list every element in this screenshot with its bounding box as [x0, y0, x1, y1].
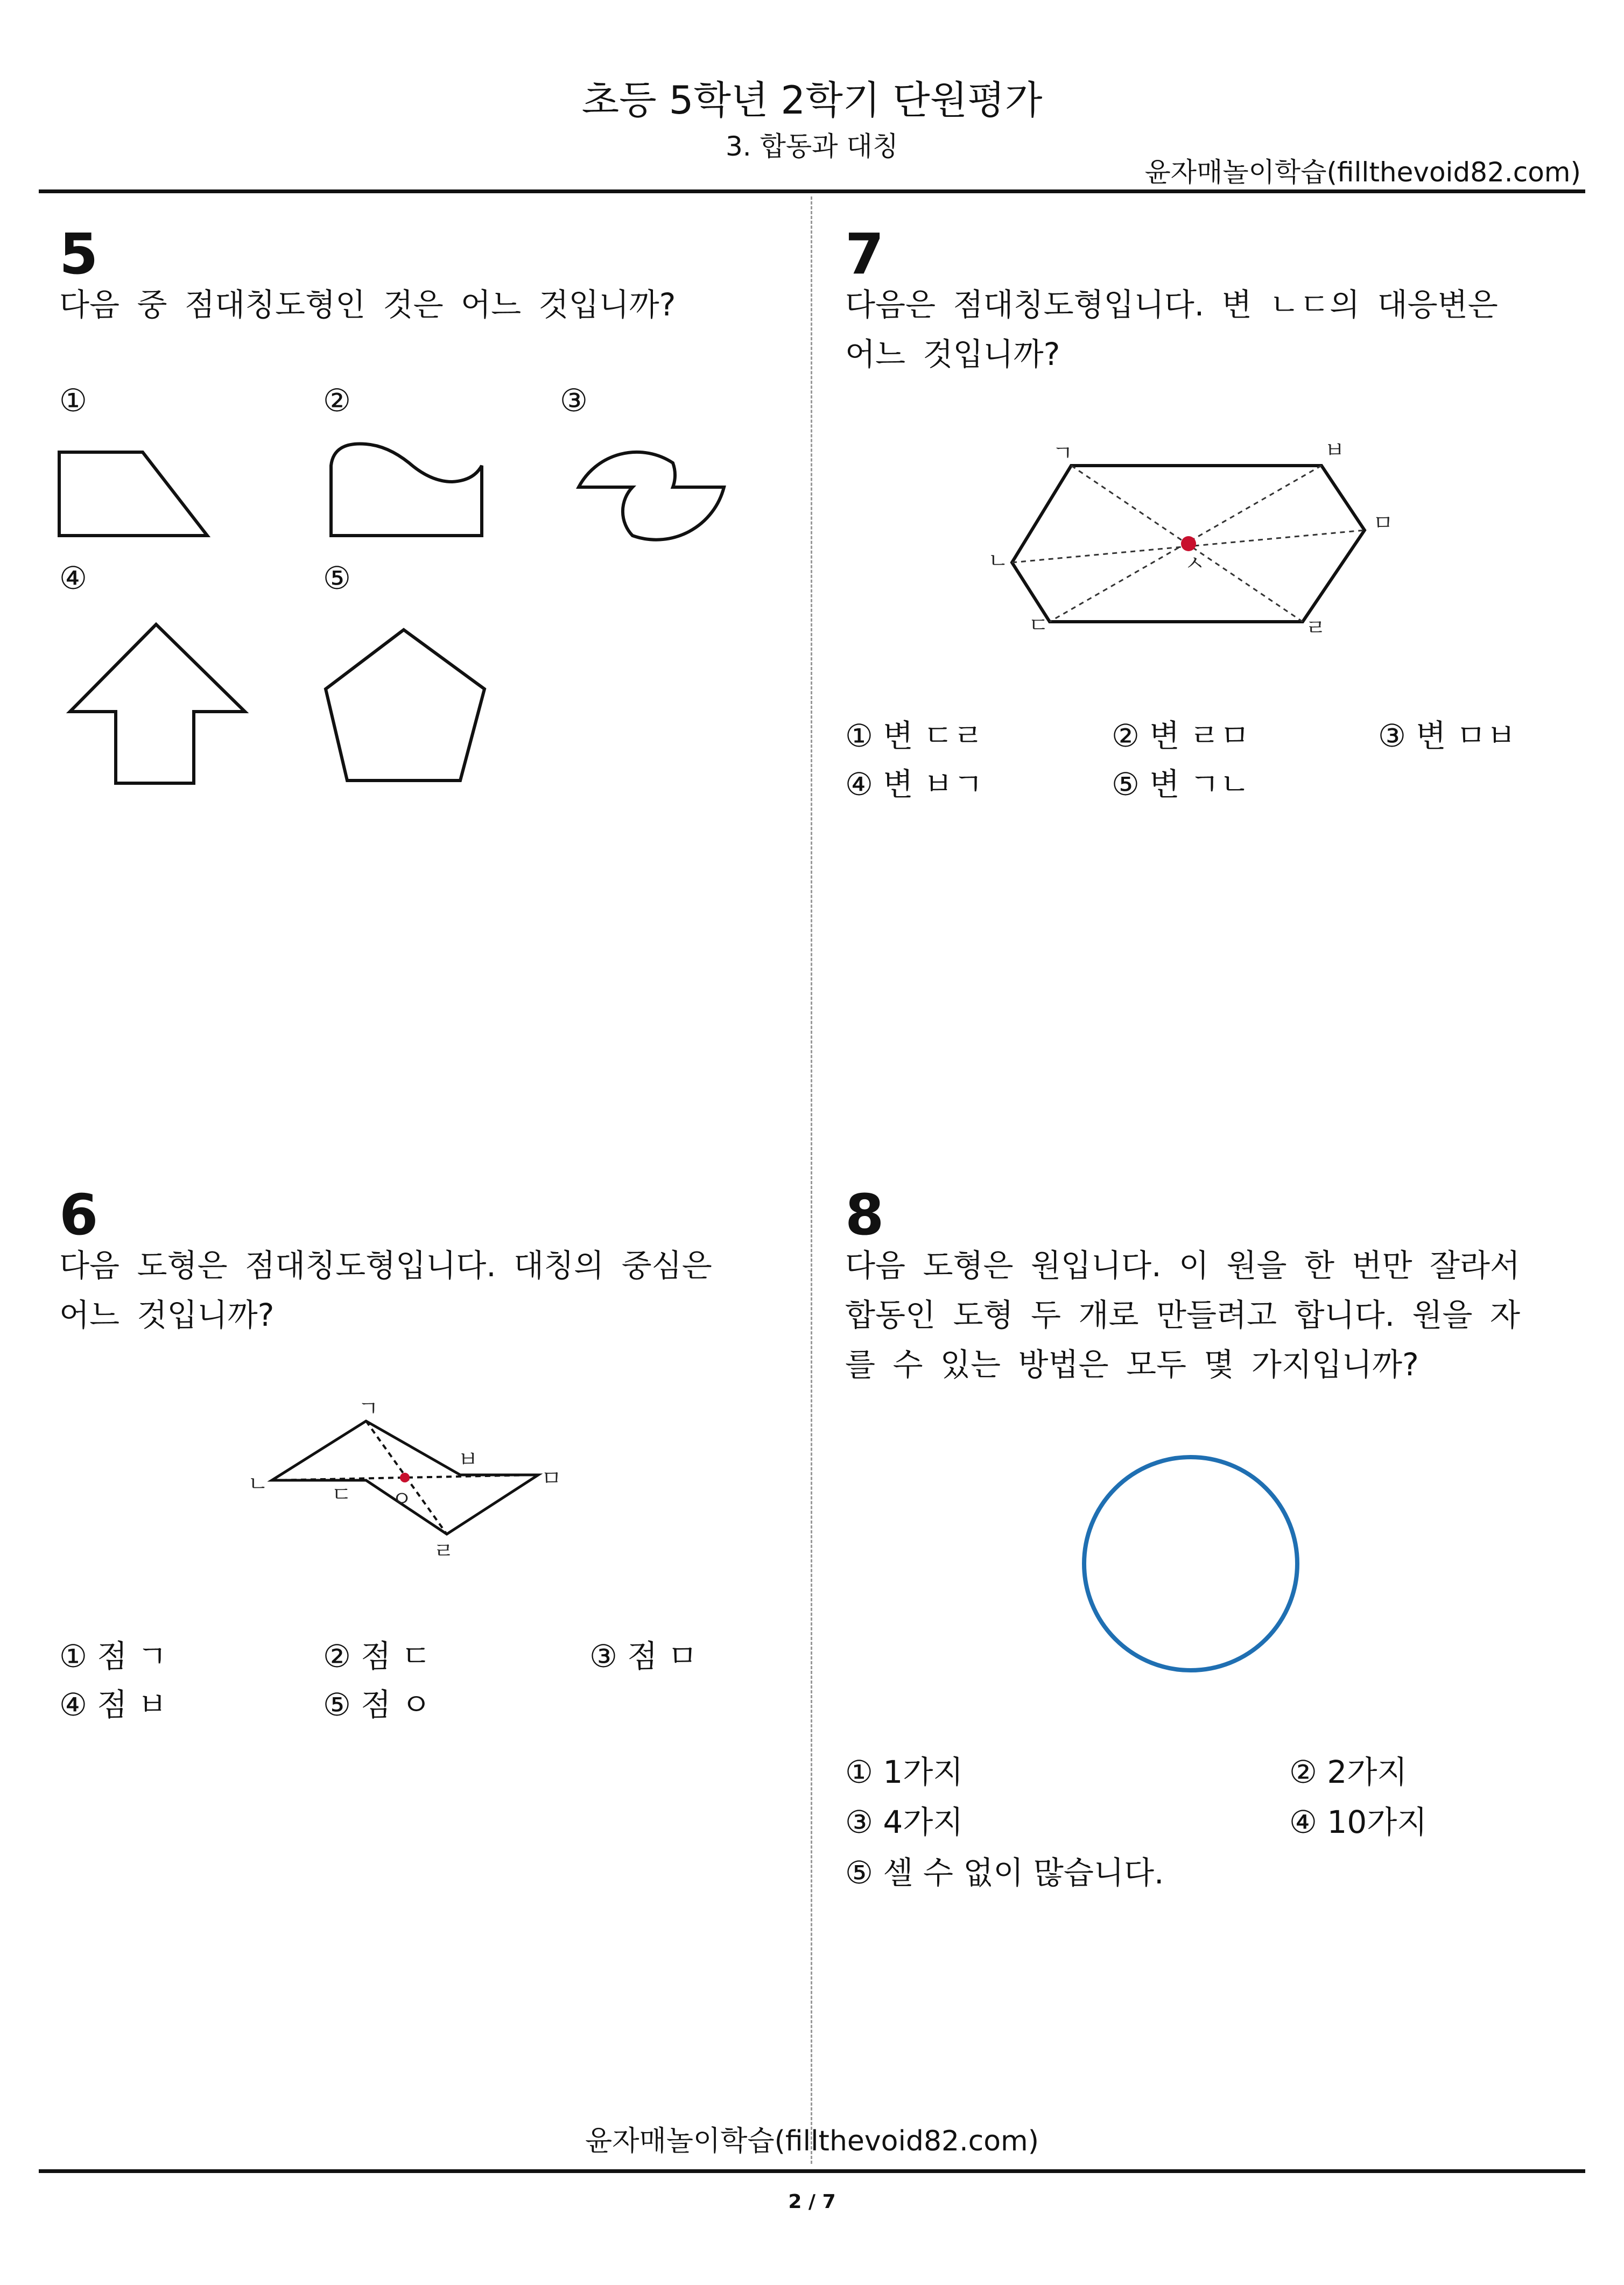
q8-option-5[interactable]: ⑤ 셀 수 없이 많습니다. [845, 1854, 1164, 1891]
q5-trapezoid-shape [59, 452, 207, 536]
q7-option-4[interactable]: ④ 변 ㅂㄱ [845, 766, 983, 803]
q5-wave-shape [331, 444, 482, 536]
q7-number: 7 [845, 221, 884, 287]
q8-text: 다음 도형은 원입니다. 이 원을 한 번만 잘라서 합동인 도형 두 개로 만들려고 합니다. 원을 자를 수 있는 방법은 모두 몇 가지입니까? [845, 1247, 1520, 1383]
q8-option-1[interactable]: ① 1가지 [845, 1754, 964, 1790]
q5-text: 다음 중 점대칭도형인 것은 어느 것입니까? [59, 286, 676, 323]
q6-option-3[interactable]: ③ 점 ㅁ [589, 1638, 698, 1675]
q7-option-3[interactable]: ③ 변 ㅁㅂ [1378, 718, 1516, 754]
q6-label-r: ㄹ [433, 1539, 454, 1564]
q6-option-4[interactable]: ④ 점 ㅂ [59, 1686, 167, 1723]
q6-label-n: ㄴ [248, 1472, 269, 1496]
q7-option-1[interactable]: ① 변 ㄷㄹ [845, 718, 983, 754]
q7-label-n: ㄴ [988, 549, 1009, 573]
q8-option-3[interactable]: ③ 4가지 [845, 1804, 964, 1840]
q7-text: 다음은 점대칭도형입니다. 변 ㄴㄷ의 대응변은 어느 것입니까? [845, 286, 1498, 372]
q7-option-2[interactable]: ② 변 ㄹㅁ [1112, 718, 1250, 754]
q8-option-2[interactable]: ② 2가지 [1289, 1754, 1408, 1790]
q6-option-2[interactable]: ② 점 ㄷ [323, 1638, 431, 1675]
q8-option-4[interactable]: ④ 10가지 [1289, 1804, 1428, 1840]
q8-number: 8 [845, 1182, 884, 1248]
q5-option-5-label[interactable]: ⑤ [323, 560, 351, 596]
q7-label-m: ㅁ [1373, 511, 1394, 536]
page-title: 초등 5학년 2학기 단원평가 [581, 78, 1043, 123]
q6-number: 6 [59, 1182, 99, 1248]
q6-center-dot [400, 1473, 410, 1482]
q5-option-1-label[interactable]: ① [59, 382, 87, 419]
q7-option-5[interactable]: ⑤ 변 ㄱㄴ [1112, 766, 1250, 803]
q7-label-d: ㄷ [1028, 613, 1049, 638]
q7-center-dot [1181, 536, 1196, 551]
q5-s-curve-shape [579, 452, 724, 540]
q7-label-b: ㅂ [1324, 438, 1345, 463]
q6-text: 다음 도형은 점대칭도형입니다. 대칭의 중심은 어느 것입니까? [59, 1247, 712, 1333]
column-divider [811, 196, 812, 2164]
unit-subtitle: 3. 합동과 대칭 [726, 131, 898, 162]
q6-option-1[interactable]: ① 점 ㄱ [59, 1638, 167, 1675]
header-rule [39, 189, 1585, 193]
q5-option-3-label[interactable]: ③ [560, 382, 588, 419]
q7-label-g: ㄱ [1052, 441, 1073, 466]
q5-number: 5 [59, 221, 99, 287]
q8-circle-shape [1084, 1457, 1297, 1670]
site-credit-top: 윤자매놀이학습(fillthevoid82.com) [1144, 157, 1581, 188]
q5-option-2-label[interactable]: ② [323, 382, 351, 419]
q5-pentagon-shape [326, 630, 484, 781]
q5-arrow-shape [70, 624, 245, 783]
q8-figure [0, 0, 5, 5]
q5-option-4-label[interactable]: ④ [59, 560, 87, 596]
q6-label-m: ㅁ [541, 1466, 562, 1491]
site-credit-bottom: 윤자매놀이학습(fillthevoid82.com) [585, 2125, 1039, 2157]
q6-label-d: ㄷ [331, 1482, 352, 1507]
q7-label-r: ㄹ [1305, 616, 1326, 641]
q6-label-g: ㄱ [358, 1396, 379, 1421]
q6-label-o: ㅇ [391, 1487, 412, 1511]
q6-label-b: ㅂ [458, 1447, 479, 1472]
page-number: 2 / 7 [788, 2191, 836, 2213]
footer-rule [39, 2169, 1585, 2173]
q6-option-5[interactable]: ⑤ 점 ㅇ [323, 1686, 431, 1723]
q7-label-s: ㅅ [1184, 551, 1205, 576]
